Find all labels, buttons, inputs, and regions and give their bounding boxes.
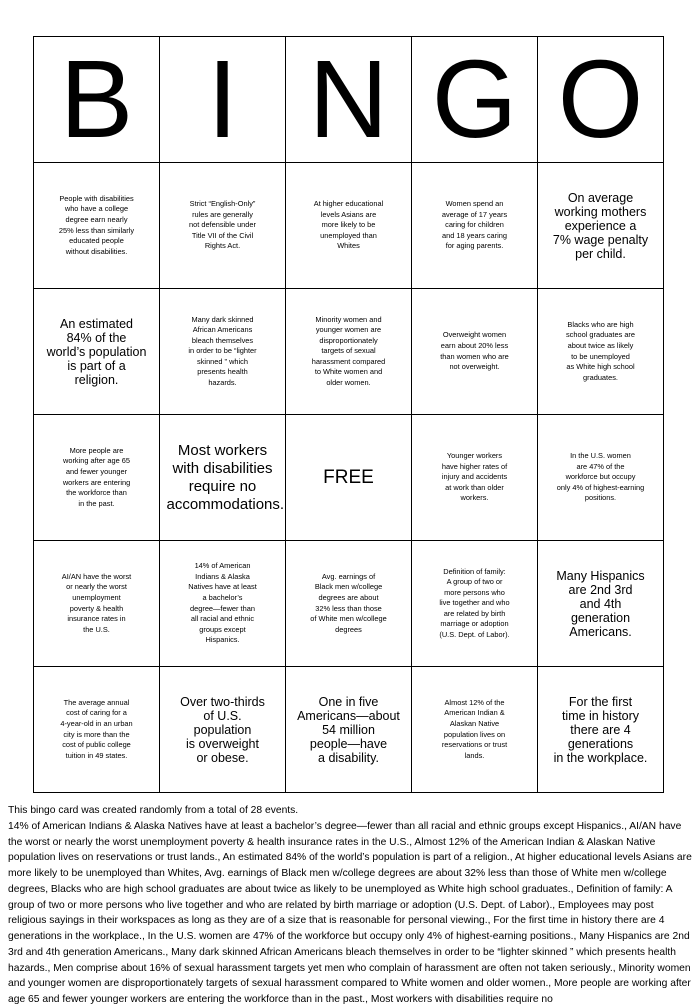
bingo-row	[34, 289, 664, 415]
bingo-cell-text: At higher educational levels Asians are more likely to be unemployed than Whites	[313, 199, 384, 251]
bingo-row	[34, 415, 664, 541]
bingo-cell	[34, 163, 160, 289]
bingo-cell-text: Definition of family: A group of two or more persons who live together and who are related by birth marriage or adoption (U.S. Dept. of Labor).	[439, 566, 510, 639]
bingo-cell	[160, 541, 286, 667]
bingo-cell-text: 14% of American Indians & Alaska Natives have at least a bachelor’s degree—fewer than all racial and ethnic groups except Hispanics.	[188, 561, 257, 645]
bingo-row	[34, 541, 664, 667]
header-letter-g: G	[412, 37, 538, 163]
bingo-cell	[412, 163, 538, 289]
card-footer	[8, 803, 694, 1008]
bingo-cell-text: One in five Americans—about 54 million people—have a disability.	[297, 694, 400, 765]
bingo-cell-text: An estimated 84% of the world’s population is part of a religion.	[46, 316, 147, 387]
header-letter-b: B	[34, 37, 160, 163]
bingo-cell-text: Most workers with disabilities require no accommodations.	[166, 441, 285, 513]
bingo-cell	[160, 163, 286, 289]
bingo-card	[33, 36, 664, 793]
bingo-cell-text: Over two-thirds of U.S. population is overweight or obese.	[180, 694, 265, 765]
bingo-cell	[160, 289, 286, 415]
bingo-cell	[34, 667, 160, 793]
bingo-cell-text: AI/AN have the worst or nearly the worst unemployment poverty & health insurance rates in the U.S.	[61, 571, 132, 634]
footer-intro: This bingo card was created randomly from a total of 28 events.	[8, 805, 299, 816]
bingo-cell	[34, 541, 160, 667]
bingo-cell	[538, 667, 664, 793]
bingo-cell	[538, 415, 664, 541]
bingo-body	[34, 163, 664, 793]
bingo-cell-text: Almost 12% of the American Indian & Alaskan Native population lives on reservations or trust lands.	[441, 697, 508, 760]
bingo-cell-text: Minority women and younger women are disproportionately targets of sexual harassment compared to White women and older women.	[311, 314, 386, 387]
bingo-cell	[160, 667, 286, 793]
bingo-row	[34, 667, 664, 793]
bingo-cell-text: People with disabilities who have a college degree earn nearly 25% less than similarly educated people without disabilities.	[58, 193, 135, 256]
bingo-cell-text: FREE	[323, 467, 374, 488]
bingo-cell	[538, 163, 664, 289]
bingo-cell	[286, 541, 412, 667]
footer-event-list: 14% of American Indians & Alaska Natives have at least a bachelor’s degree—fewer than all racial and ethnic groups except Hispanics., AI/AN have the worst or nearly the worst unemployment poverty & health insurance rates in the U.S., Almost 12% of the American Indian & Alaskan Native population lives on reservations or trust lands., An estimated 84% of the world’s population is part of a religion., At higher educational levels Asians are more likely to be unemployed than Whites, Avg. earnings of Black men w/college degrees are about 32% less than those of White men w/college degrees, Blacks who are high school graduates are about twice as likely to be unemployed as White high school graduates., Definition of family: A group of two or more persons who live together and who are related by birth marriage or adoption (U.S. Dept. of Labor)., Employees may post religious sayings in their workspaces as long as they are of a size that is reasonable for personal viewing., For the first time in history there are 4 generations in the workplace., In the U.S. women are 47% of the workforce but occupy only 4% of highest-earning positions., Many Hispanics are 2nd 3rd and 4th generation Americans., Many dark skinned African Americans bleach themselves in order to be “lighter skinned ” which presents health hazards., Men comprise about 16% of sexual harassment targets yet men who complain of harassment are often not taken seriously., Minority women and younger women are disproportionately targets of sexual harassment compared to White women and older women., More people are working after age 65 and fewer younger workers are entering the workforce than in the past., Most workers with disabilities require no	[8, 820, 692, 1005]
bingo-cell-text: More people are working after age 65 and fewer younger workers are entering the workforce than in the past.	[62, 445, 131, 508]
bingo-row	[34, 163, 664, 289]
bingo-cell	[412, 667, 538, 793]
bingo-cell-text: Younger workers have higher rates of injury and accidents at work than older workers.	[441, 451, 508, 503]
bingo-cell	[412, 289, 538, 415]
bingo-cell	[286, 289, 412, 415]
bingo-cell	[286, 163, 412, 289]
bingo-cell	[34, 415, 160, 541]
bingo-cell-text: Strict “English-Only” rules are generally not defensible under Title VII of the Civil Rights Act.	[189, 199, 256, 251]
bingo-cell	[286, 667, 412, 793]
bingo-cell-text: Many dark skinned African Americans bleach themselves in order to be “lighter skinned ” which presents health hazards.	[188, 314, 257, 387]
bingo-cell-text: Avg. earnings of Black men w/college degrees are about 32% less than those of White men w/college degrees	[310, 571, 387, 634]
bingo-cell	[538, 289, 664, 415]
bingo-cell-text: Many Hispanics are 2nd 3rd and 4th generation Americans.	[556, 568, 645, 639]
bingo-cell	[34, 289, 160, 415]
header-letter-o: O	[538, 37, 664, 163]
bingo-cell	[412, 541, 538, 667]
free-space	[286, 415, 412, 541]
bingo-cell-text: On average working mothers experience a 7% wage penalty per child.	[552, 190, 649, 261]
bingo-cell-text: For the first time in history there are 4 generations in the workplace.	[553, 694, 648, 765]
bingo-cell-text: In the U.S. women are 47% of the workforce but occupy only 4% of highest-earning positions.	[556, 451, 645, 503]
bingo-cell-text: Overweight women earn about 20% less than women who are not overweight.	[440, 330, 509, 372]
header-letter-n: N	[286, 37, 412, 163]
header-letter-i: I	[160, 37, 286, 163]
bingo-cell	[412, 415, 538, 541]
bingo-cell-text: Blacks who are high school graduates are about twice as likely to be unemployed as White high school graduates.	[565, 319, 636, 382]
bingo-cell	[538, 541, 664, 667]
bingo-cell-text: Women spend an average of 17 years caring for children and 18 years caring for aging parents.	[441, 199, 508, 251]
bingo-header-row	[34, 37, 664, 163]
bingo-cell	[160, 415, 286, 541]
bingo-cell-text: The average annual cost of caring for a 4-year-old in an urban city is more than the cost of public college tuition in 49 states.	[60, 697, 133, 760]
